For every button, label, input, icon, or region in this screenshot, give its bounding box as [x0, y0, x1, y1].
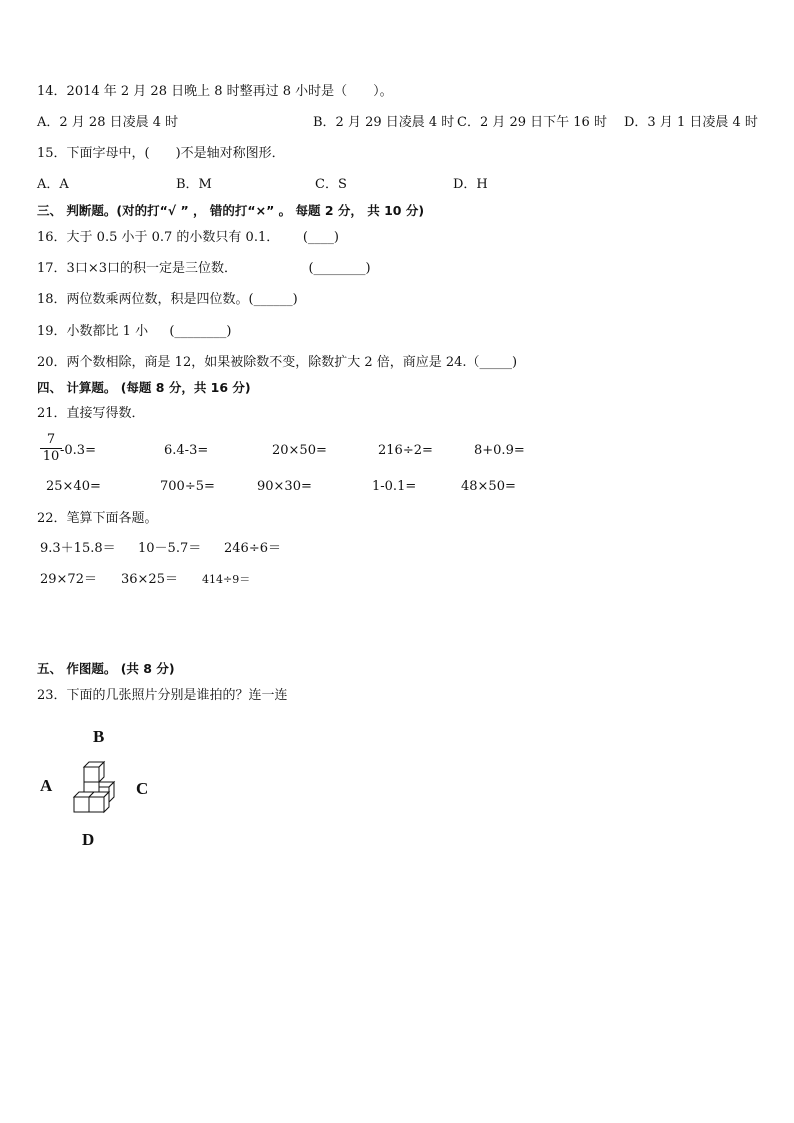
calc-item: 10－5.7＝: [138, 541, 202, 556]
calc-item: 1-0.1=: [372, 479, 417, 494]
calc-item: 9.3＋15.8＝: [40, 541, 116, 556]
question-14-option-b: B．2 月 29 日凌晨 4 时: [313, 115, 455, 130]
label-b: B: [93, 727, 105, 746]
label-d: D: [82, 830, 95, 849]
question-20: 20．两个数相除，商是 12，如果被除数不变，除数扩大 2 倍，商应是 24.（_____): [37, 355, 518, 370]
section-5-title: 五、 作图题。 (共 8 分): [37, 661, 175, 676]
cube-stack-figure: [70, 760, 122, 814]
calc-item: 25×40=: [46, 479, 101, 494]
calc-item: 48×50=: [461, 479, 516, 494]
question-18: 18．两位数乘两位数，积是四位数。(______): [37, 292, 298, 307]
calc-item: 8+0.9=: [474, 443, 525, 458]
calc-item: 216÷2=: [378, 443, 433, 458]
question-21-stem: 21．直接写得数．: [37, 406, 145, 421]
label-c: C: [136, 779, 149, 798]
question-19: 19．小数都比 1 小 (________): [37, 324, 232, 339]
question-15-stem: 15．下面字母中，( )不是轴对称图形．: [37, 146, 285, 161]
calc-item: 90×30=: [257, 479, 312, 494]
section-4-title: 四、 计算题。 (每题 8 分，共 16 分): [37, 380, 251, 395]
question-15-option-b: B．M: [176, 177, 212, 192]
calc-item: 414÷9＝: [202, 573, 251, 586]
question-14-option-c: C．2 月 29 日下午 16 时: [457, 115, 607, 130]
question-14-option-d: D．3 月 1 日凌晨 4 时: [624, 115, 758, 130]
calc-item: -0.3=: [60, 443, 96, 458]
calc-item: 6.4-3=: [164, 443, 209, 458]
question-15-option-d: D．H: [453, 177, 488, 192]
question-23-stem: 23．下面的几张照片分别是谁拍的？连一连: [37, 688, 288, 703]
question-15-option-c: C．S: [315, 177, 347, 192]
calc-item: 700÷5=: [160, 479, 215, 494]
question-15-option-a: A．A: [37, 177, 69, 192]
calc-item: 36×25＝: [121, 572, 178, 587]
question-17: 17．3口×3口的积一定是三位数． (________): [37, 261, 371, 276]
fraction-numerator: 7: [46, 432, 56, 447]
calc-item: 29×72＝: [40, 572, 97, 587]
question-22-stem: 22．笔算下面各题。: [37, 511, 158, 526]
section-3-title: 三、 判断题。(对的打“√ ” ， 错的打“×” 。 每题 2 分， 共 10 分): [37, 203, 425, 218]
question-14-stem: 14．2014 年 2 月 28 日晚上 8 时整再过 8 小时是（ ）。: [37, 84, 393, 99]
calc-item: 246÷6＝: [224, 541, 281, 556]
question-14-option-a: A．2 月 28 日凌晨 4 时: [37, 115, 179, 130]
fraction-denominator: 10: [42, 449, 60, 464]
fraction-seven-tenths: [40, 433, 62, 464]
question-16: 16．大于 0.5 小于 0.7 的小数只有 0.1． (____): [37, 230, 340, 245]
label-a: A: [40, 776, 53, 795]
calc-item: 20×50=: [272, 443, 327, 458]
